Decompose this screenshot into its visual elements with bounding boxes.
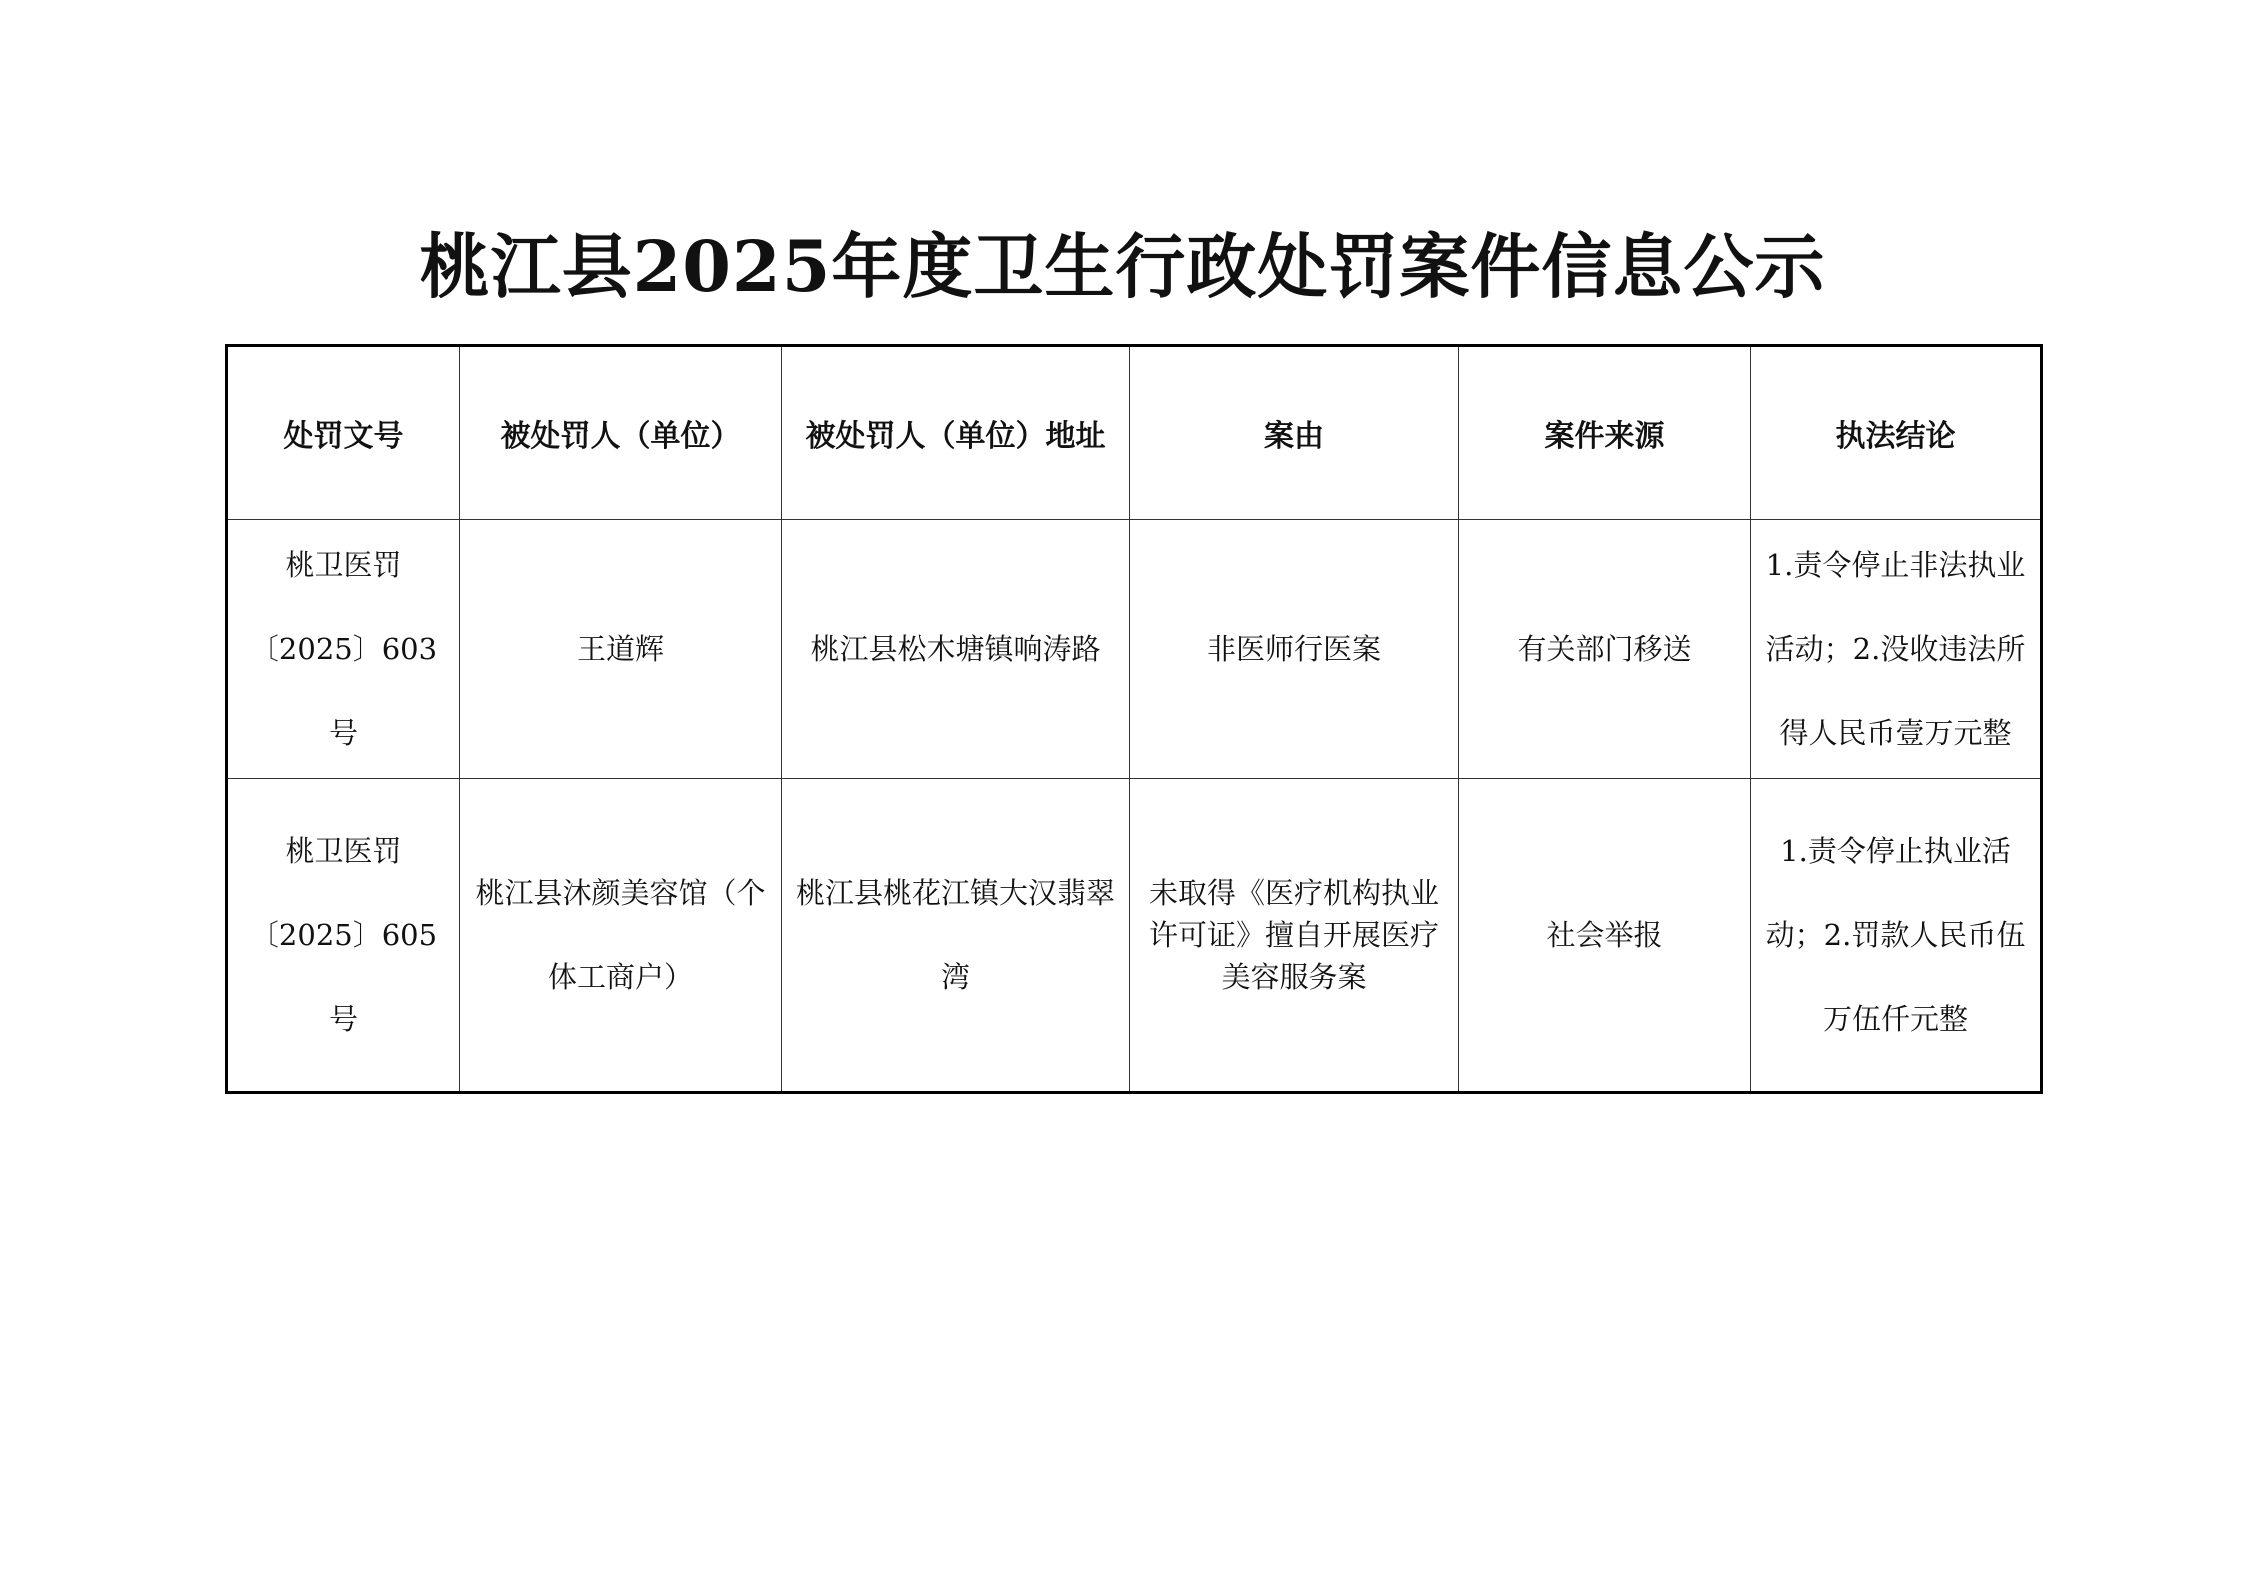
penalty-table (225, 344, 2043, 1094)
cell-source: 有关部门移送 (1459, 520, 1751, 779)
cell-cause: 未取得《医疗机构执业许可证》擅自开展医疗美容服务案 (1130, 779, 1459, 1093)
header-cause: 案由 (1130, 346, 1459, 520)
cell-party: 桃江县沐颜美容馆（个体工商户） (460, 779, 782, 1093)
header-address: 被处罚人（单位）地址 (782, 346, 1130, 520)
cell-source: 社会举报 (1459, 779, 1751, 1093)
cell-party: 王道辉 (460, 520, 782, 779)
table-row (227, 520, 2042, 779)
header-doc-no: 处罚文号 (227, 346, 460, 520)
table-header-row (227, 346, 2042, 520)
cell-doc-no: 桃卫医罚〔2025〕603号 (227, 520, 460, 779)
page-title: 桃江县2025年度卫生行政处罚案件信息公示 (419, 225, 1826, 308)
table-row (227, 779, 2042, 1093)
cell-conclusion: 1.责令停止执业活动；2.罚款人民币伍万伍仟元整 (1751, 779, 2042, 1093)
cell-address: 桃江县桃花江镇大汉翡翠湾 (782, 779, 1130, 1093)
cell-cause: 非医师行医案 (1130, 520, 1459, 779)
header-party: 被处罚人（单位） (460, 346, 782, 520)
cell-conclusion: 1.责令停止非法执业活动；2.没收违法所得人民币壹万元整 (1751, 520, 2042, 779)
cell-doc-no: 桃卫医罚〔2025〕605号 (227, 779, 460, 1093)
cell-address: 桃江县松木塘镇响涛路 (782, 520, 1130, 779)
header-conclusion: 执法结论 (1751, 346, 2042, 520)
header-source: 案件来源 (1459, 346, 1751, 520)
